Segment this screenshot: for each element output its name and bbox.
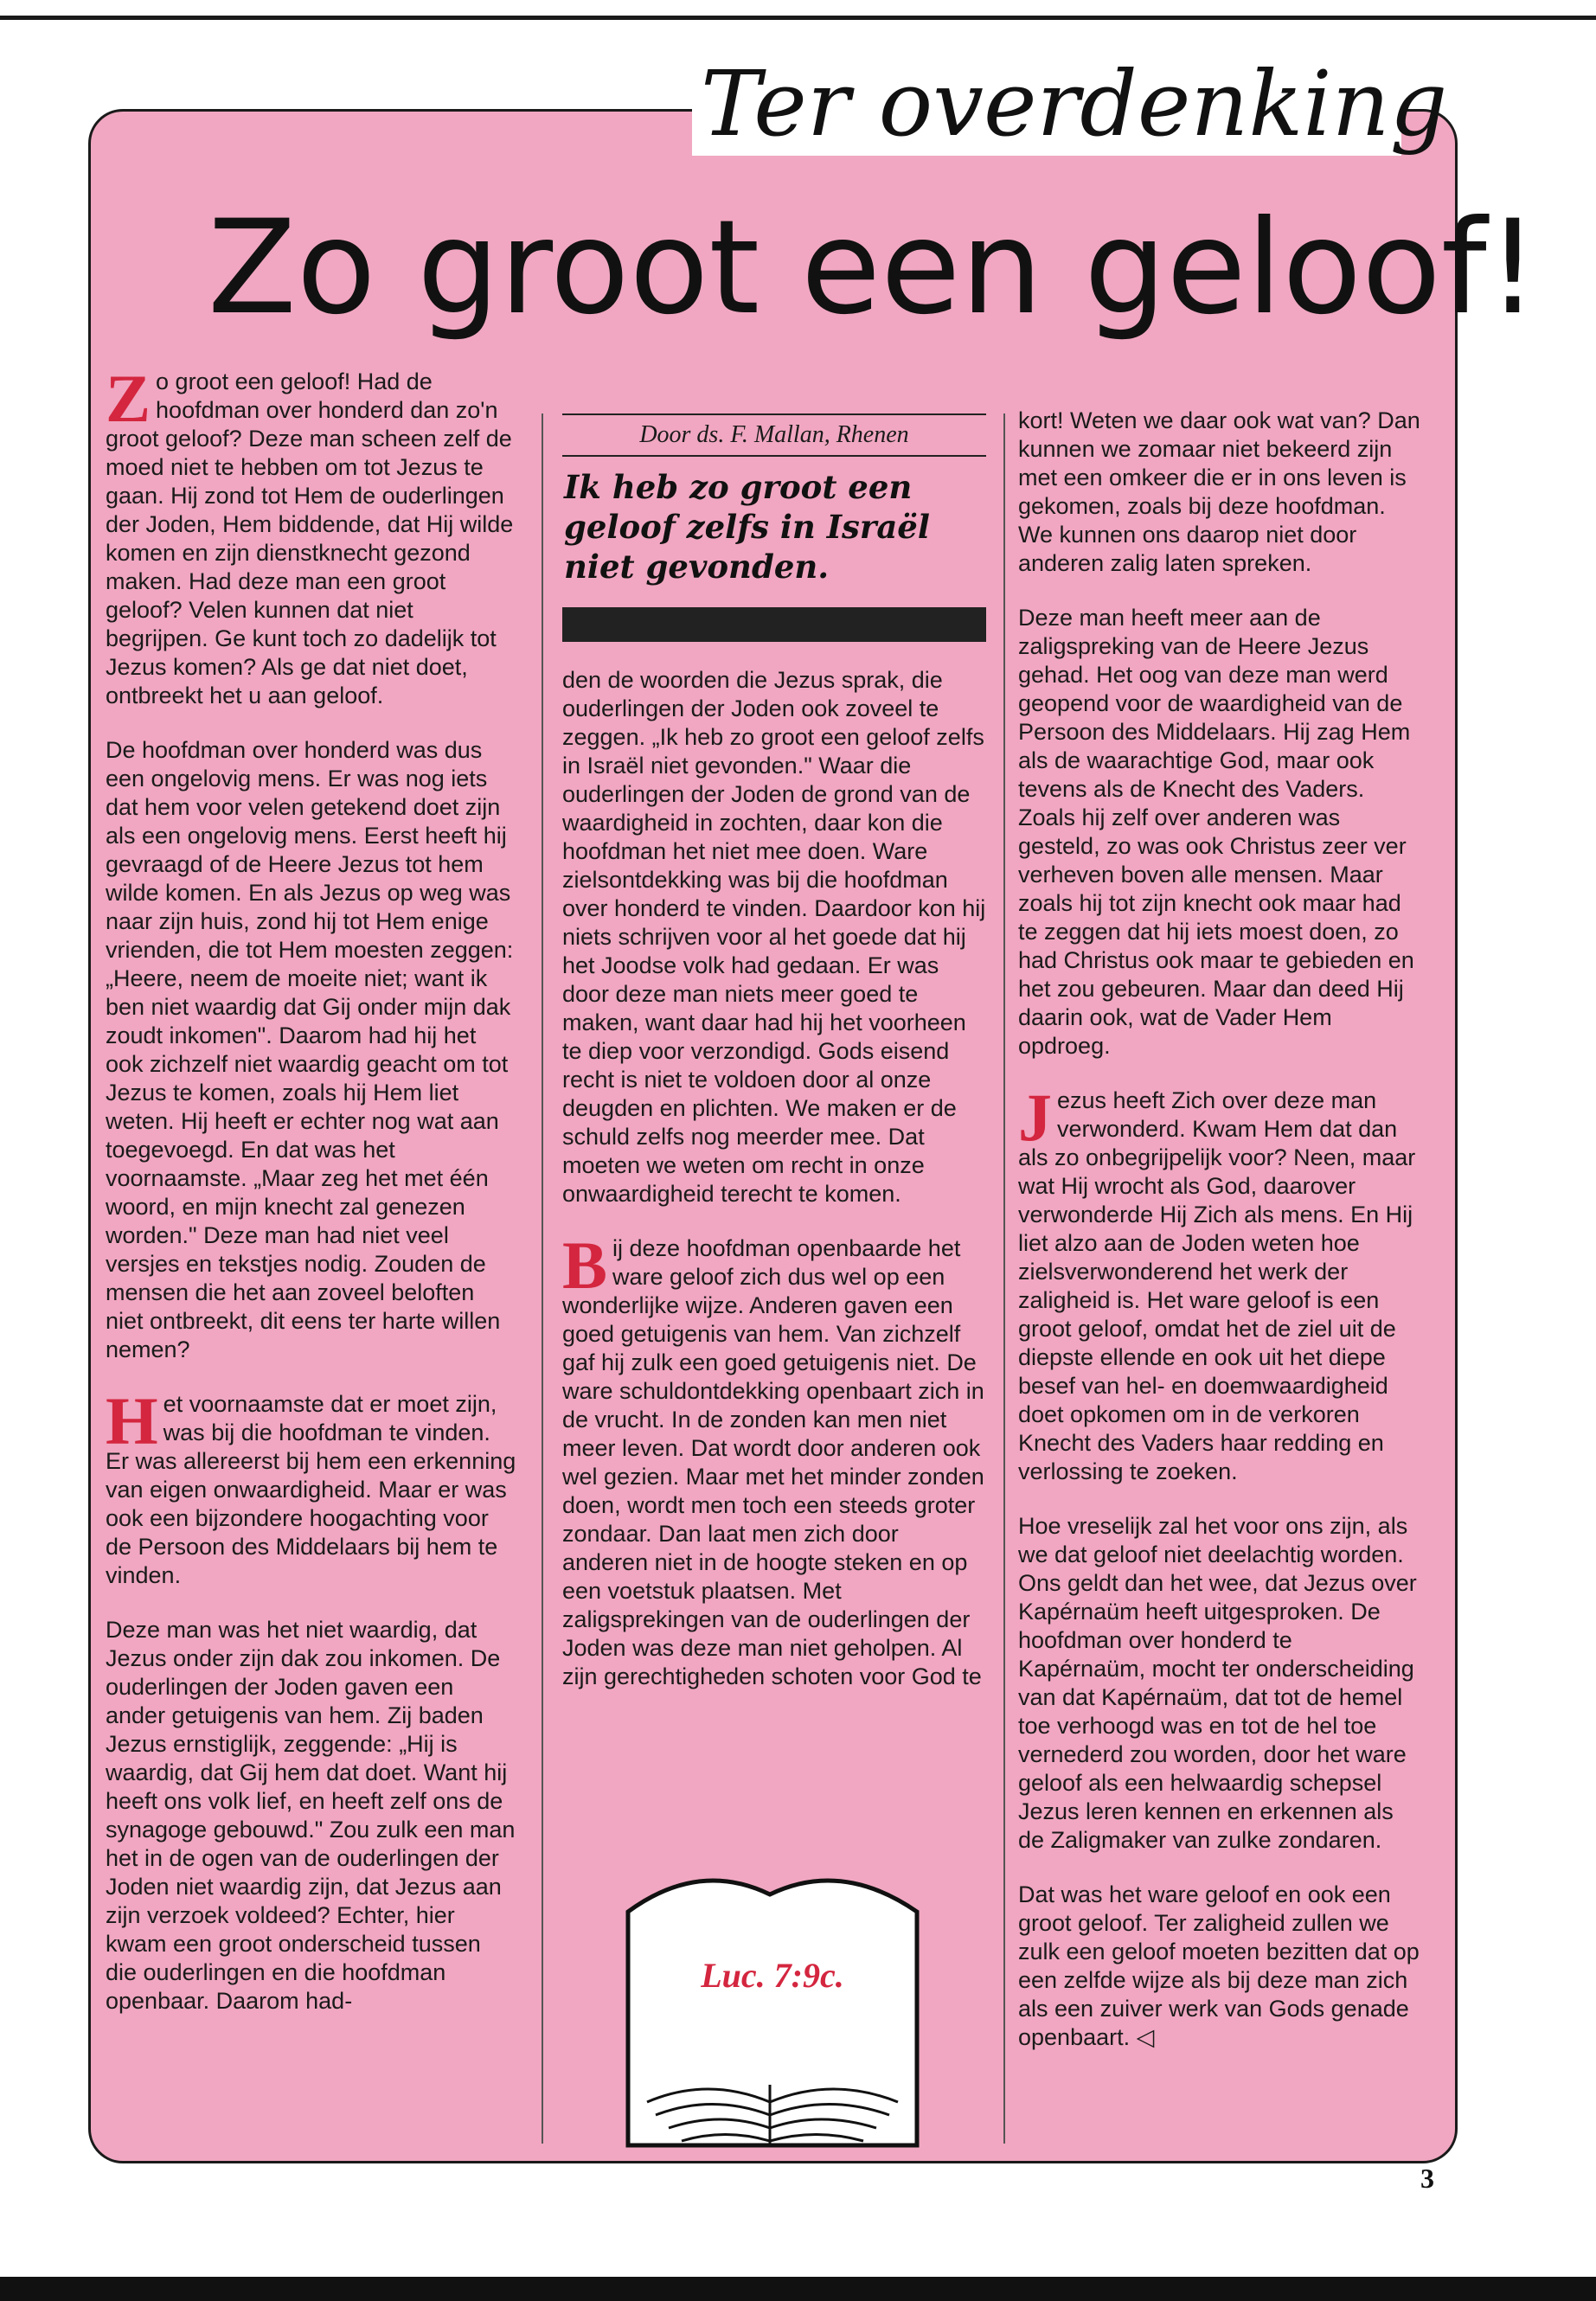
drop-cap: B <box>562 1227 608 1303</box>
article-column-2 <box>562 666 988 1717</box>
paragraph: den de woorden die Jezus sprak, die ouderlingen der Joden ook zoveel te zeggen. „Ik heb zo groot een geloof zelfs in Israël niet gevonden." Waar die ouderlingen der Joden de grond van de waardigheid in zochten, daar kon die hoofdman het niet mee doen. Ware zielsontdekking was bij die hoofdman over honderd te vinden. Daardoor kon hij niets schrijven voor al het goede dat hij het Joodse volk had gedaan. Er was door deze man niets meer goed te maken, want daar had hij het voorheen te diep voor verzondigd. Gods eisend recht is niet te voldoen door al onze deugden en plichten. We maken er de schuld zelfs nog meerder mee. Dat moeten we weten om recht in onze onwaardigheid terecht te komen. <box>562 667 986 1207</box>
paragraph <box>106 361 516 710</box>
page-number: 3 <box>1420 2163 1434 2194</box>
paragraph-text: ezus heeft Zich over deze man verwonderd. Kwam Hem dat dan als zo onbegrijpelijk voor? Neen, maar wat Hij wrocht als God, daarover verwonderde Hij Zich als mens. En Hij liet alzo aan de Joden weten hoe zielsverwonderend het werk der zaligheid is. Het ware geloof is een groot geloof, omdat het de ziel uit de diepste ellende en ook uit het diepe besef van hel- en doemwaardigheid doet opkomen om in de verkoren Knecht des Vaders haar redding en verlossing te zoeken. <box>1018 1087 1416 1484</box>
column-divider-right <box>1003 413 1005 2144</box>
column-divider-left <box>542 413 543 2144</box>
pull-quote: Ik heb zo groot een geloof zelfs in Israël niet gevonden. <box>564 468 930 586</box>
section-title: Ter overdenking <box>692 52 1401 156</box>
top-rule <box>0 16 1596 20</box>
drop-cap: Z <box>106 361 151 436</box>
quote-bar <box>562 607 986 642</box>
article-column-1 <box>106 361 516 2041</box>
paragraph: Dat was het ware geloof en ook een groot geloof. Ter zaligheid zullen we zulk een geloof moeten bezitten dat op een zelfde wijze als bij deze man zich als een zuiver werk van Gods genade openbaart. ◁ <box>1018 1881 1420 2050</box>
paragraph-text: o groot een geloof! Had de hoofdman over honderd dan zo'n groot geloof? Deze man scheen zelf de moed niet te hebben om tot Jezus te gaan. Hij zond tot Hem de ouderlingen der Joden, Hem biddende, dat Hij wilde komen en zijn dienstknecht gezond maken. Had deze man een groot geloof? Velen kunnen dat niet begrijpen. Ge kunt toch zo dadelijk tot Jezus komen? Als ge dat niet doet, ontbreekt het u aan geloof. <box>106 369 514 708</box>
paragraph <box>1018 1080 1425 1486</box>
open-bible-icon <box>621 1843 924 2163</box>
paragraph <box>562 1227 988 1691</box>
paragraph-text: ij deze hoofdman openbaarde het ware geloof zich dus wel op een wonderlijke wijze. Anderen gaven een goed getuigenis van hem. Van zichzelf gaf hij zulk een goed getuigenis niet. De ware schuldontdekking openbaart zich in de vrucht. In de zonden kan men niet meer leven. Dat wordt door anderen ook wel gezien. Maar met het minder zonden doen, wordt men toch een steeds groter zondaar. Dan laat men zich door anderen niet in de hoogte steken en op een voetstuk plaatsen. Met zaligsprekingen van de ouderlingen der Joden was deze man niet geholpen. Al zijn gerechtigheden schoten voor God te <box>562 1235 984 1689</box>
paragraph: De hoofdman over honderd was dus een ongelovig mens. Er was nog iets dat hem voor velen getekend doet zijn als een ongelovig mens. Eerst heeft hij gevraagd of de Heere Jezus tot hem wilde komen. En als Jezus op weg was naar zijn huis, zond hij tot Hem enige vrienden, die tot Hem moesten zeggen: „Heere, neem de moeite niet; want ik ben niet waardig dat Gij onder mijn dak zoudt inkomen". Daarom had hij het ook zichzelf niet waardig geacht om tot Jezus te komen, zoals hij Hem liet weten. Hij heeft er echter nog wat aan toegevoegd. En dat was het voornaamste. „Maar zeg het met één woord, en mijn knecht zal genezen worden." Deze man had niet veel versjes en tekstjes nodig. Zouden de mensen die het aan zoveel beloften niet ontbreekt, dit eens ter harte willen nemen? <box>106 737 514 1362</box>
paragraph: Deze man heeft meer aan de zaligspreking van de Heere Jezus gehad. Het oog van deze man werd geopend voor de waardigheid van de Persoon des Middelaars. Hij zag Hem als de waarachtige God, maar ook tevens als de Knecht des Vaders. Zoals hij zelf over anderen was gesteld, zo was ook Christus zeer ver verheven boven alle mensen. Maar zoals hij tot zijn knecht ook maar had te zeggen dat hij iets moest doen, zo had Christus ook maar te gebieden en het zou gebeuren. Maar dan deed Hij daarin ook, wat de Vader Hem opdroeg. <box>1018 605 1414 1059</box>
paragraph: Hoe vreselijk zal het voor ons zijn, als we dat geloof niet deelachtig worden. Ons geldt dan het wee, dat Jezus over Kapérnaüm heeft uitgesproken. De hoofdman over honderd te Kapérnaüm, mocht ter onderscheiding van dat Kapérnaüm, dat tot de hemel toe verhoogd was en tot de hel toe vernederd zou worden, door het ware geloof als een helwaardig schepsel Jezus leren kennen en erkennen als de Zaligmaker van zulke zondaren. <box>1018 1513 1417 1853</box>
paragraph: Deze man was het niet waardig, dat Jezus onder zijn dak zou inkomen. De ouderlingen der Joden gaven een ander getuigenis van hem. Zij baden Jezus ernstiglijk, zeggende: „Hij is waardig, dat Gij hem dat doet. Want hij heeft ons volk lief, en heeft zelf ons de synagoge gebouwd." Zou zulk een man het in de ogen van de ouderlingen der Joden niet waardig zijn, dat Jezus aan zijn verzoek voldeed? Echter, hier kwam een groot onderscheid tussen die ouderlingen en die hoofdman openbaar. Daarom had- <box>106 1617 516 2014</box>
paragraph: kort! Weten we daar ook wat van? Dan kunnen we zomaar niet bekeerd zijn met een omkeer die er in ons leven is gekomen, zoals bij deze hoofdman. We kunnen ons daarop niet door anderen zalig laten spreken. <box>1018 407 1420 576</box>
author-byline: Door ds. F. Mallan, Rhenen <box>562 413 986 457</box>
bible-reference: Luc. 7:9c. <box>701 1956 844 1995</box>
paragraph <box>106 1383 516 1590</box>
open-bible-illustration <box>621 1843 924 2163</box>
drop-cap: J <box>1018 1080 1052 1155</box>
article-column-3 <box>1018 407 1425 2078</box>
paragraph-text: et voornaamste dat er moet zijn, was bij die hoofdman te vinden. Er was allereerst bij hem een erkenning van eigen onwaardigheid. Maar er was ook een bijzondere hoogachting voor de Persoon des Middelaars bij hem te vinden. <box>106 1391 516 1588</box>
article-headline: Zo groot een geloof! <box>208 193 1539 343</box>
bottom-rule <box>0 2277 1596 2301</box>
drop-cap: H <box>106 1383 158 1458</box>
